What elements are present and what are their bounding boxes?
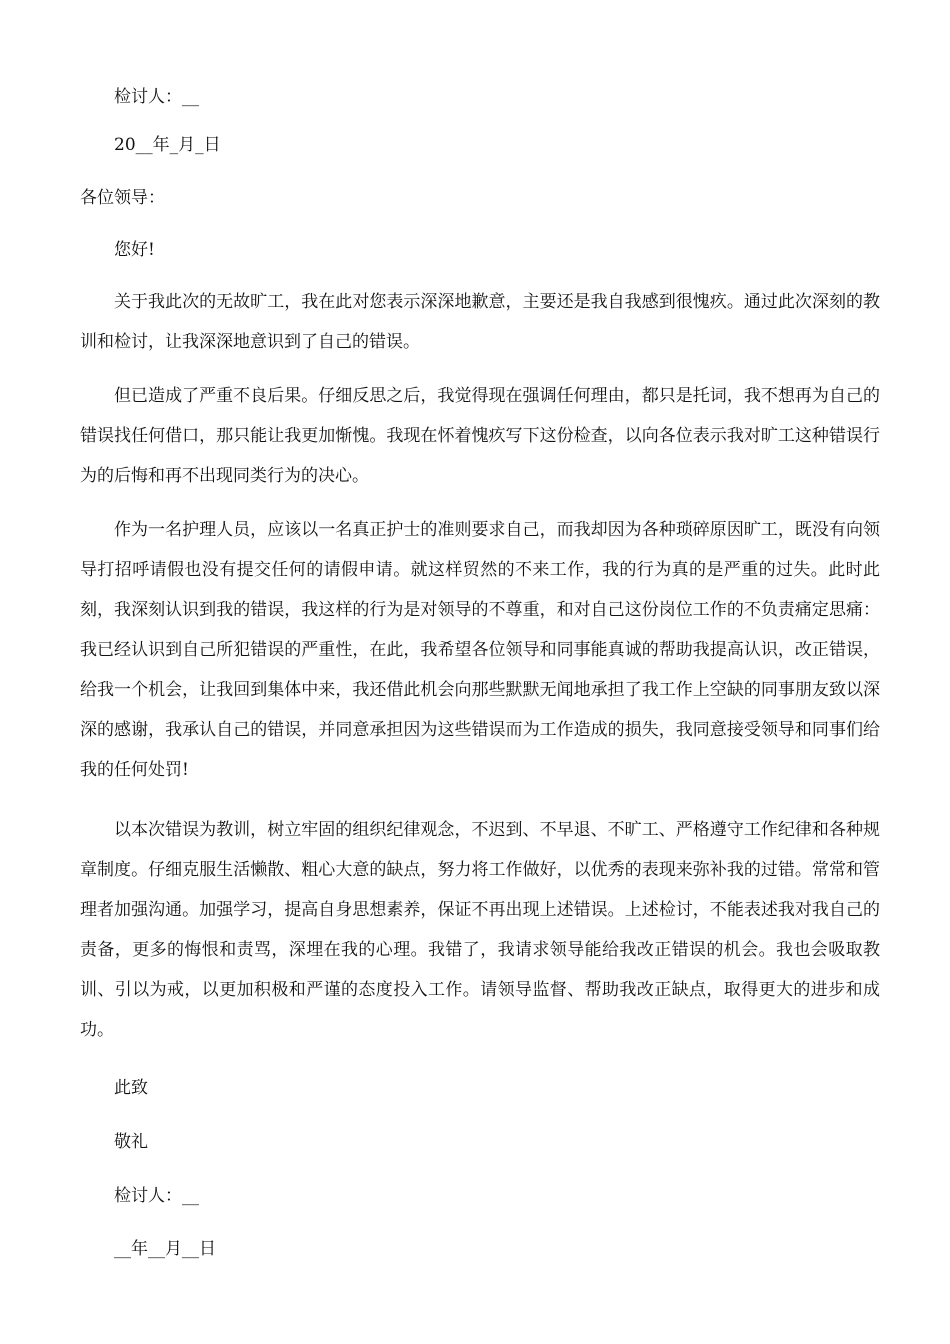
closing-jingli: 敬礼 bbox=[114, 1132, 148, 1152]
paragraph-2: 但已造成了严重不良后果。仔细反思之后，我觉得现在强调任何理由，都只是托词，我不想再为自己的错误找任何借口，那只能让我更加惭愧。我现在怀着愧疚写下这份检查，以向各位表示我对旷工这种错误行为的后悔和再不出现同类行为的决心。 bbox=[80, 386, 880, 486]
paragraph-3: 作为一名护理人员，应该以一名真正护士的准则要求自己，而我却因为各种琐碎原因旷工，既没有向领导打招呼请假也没有提交任何的请假申请。就这样贸然的不来工作，我的行为真的是严重的过失。此时此刻，我深刻认识到我的错误，我这样的行为是对领导的不尊重，和对自己这份岗位工作的不负责痛定思痛：我已经认识到自己所犯错误的严重性，在此，我希望各位领导和同事能真诚的帮助我提高认识，改正错误，给我一个机会，让我回到集体中来，我还借此机会向那些默默无闻地承担了我工作上空缺的同事朋友致以深深的感谢，我承认自己的错误，并同意承担因为这些错误而为工作造成的损失，我同意接受领导和同事们给我的任何处罚! bbox=[80, 520, 880, 780]
paragraph-4: 以本次错误为教训，树立牢固的组织纪律观念，不迟到、不早退、不旷工、严格遵守工作纪律和各种规章制度。仔细克服生活懒散、粗心大意的缺点，努力将工作做好，以优秀的表现来弥补我的过错。常常和管理者加强沟通。加强学习，提高自身思想素养，保证不再出现上述错误。上述检讨，不能表述我对我自己的责备，更多的悔恨和责骂，深埋在我的心理。我错了，我请求领导能给我改正错误的机会。我也会吸取教训、引以为戒，以更加积极和严谨的态度投入工作。请领导监督、帮助我改正缺点，取得更大的进步和成功。 bbox=[80, 820, 880, 1040]
reviewer-label-top: 检讨人：__ bbox=[114, 87, 199, 107]
greeting: 您好! bbox=[114, 240, 155, 260]
closing-cizhi: 此致 bbox=[114, 1078, 148, 1098]
signature-date: __年__月__日 bbox=[114, 1239, 216, 1259]
salutation: 各位领导： bbox=[80, 188, 165, 208]
signature-label: 检讨人：__ bbox=[114, 1186, 199, 1206]
paragraph-1: 关于我此次的无故旷工，我在此对您表示深深地歉意，主要还是我自我感到很愧疚。通过此次深刻的教训和检讨，让我深深地意识到了自己的错误。 bbox=[80, 292, 880, 352]
date-line-top: 20__年_月_日 bbox=[114, 135, 221, 155]
